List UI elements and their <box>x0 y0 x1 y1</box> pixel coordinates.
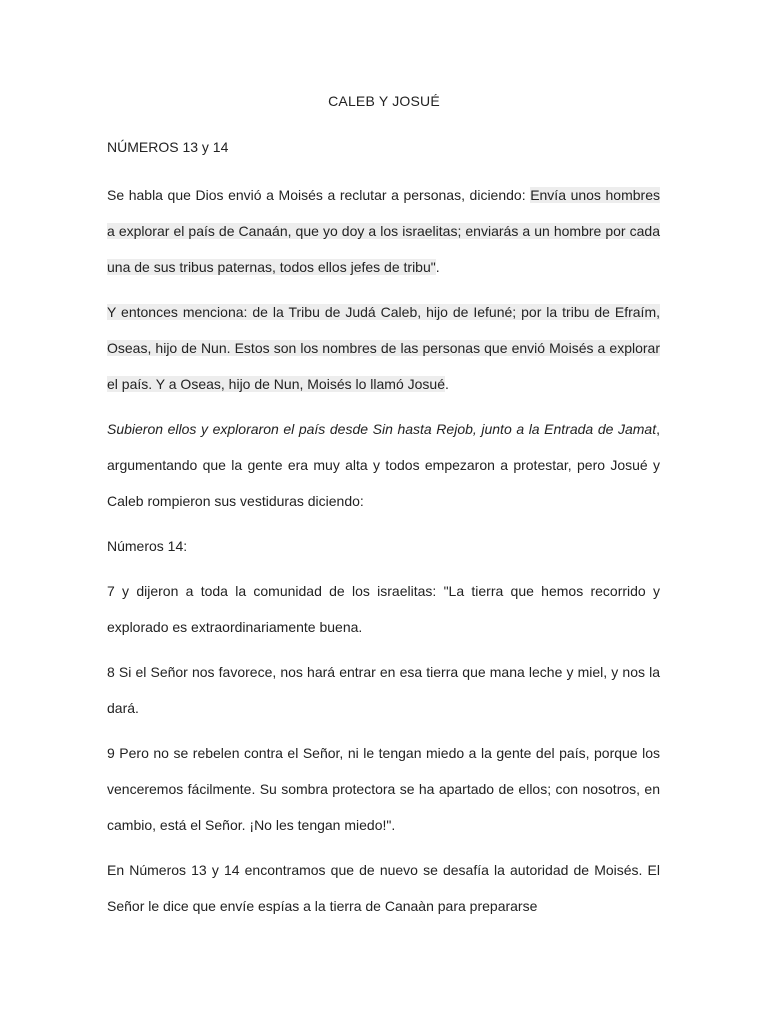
paragraph-5: 7 y dijeron a toda la comunidad de los israelitas: "La tierra que hemos recorrido y explorado es extraordinariamente buena. <box>107 583 660 635</box>
paragraph-2 <box>107 294 660 402</box>
paragraph-3 <box>107 411 660 519</box>
paragraph-1 <box>107 177 660 285</box>
paragraph-3-text: , argumentando que la gente era muy alta y todos empezaron a protestar, pero Josué y Caleb rompieron sus vestiduras diciendo: <box>107 421 660 509</box>
paragraph-6: 8 Si el Señor nos favorece, nos hará entrar en esa tierra que mana leche y miel, y nos la dará. <box>107 664 660 716</box>
paragraph-8: En Números 13 y 14 encontramos que de nuevo se desafía la autoridad de Moisés. El Señor le dice que envíe espías a la tierra de Canaàn para prepararse <box>107 862 660 914</box>
paragraph-2-highlight: Y entonces menciona: de la Tribu de Judá Caleb, hijo de Iefuné; por la tribu de Efraím, Oseas, hijo de Nun. Estos son los nombres de las personas que envió Moisés a explorar el país. Y a Oseas, hijo de Nun, Moisés lo llamó Josué <box>107 304 660 392</box>
document-title: CALEB Y JOSUÉ <box>328 93 440 109</box>
paragraph-4: Números 14: <box>107 538 188 554</box>
document-subtitle: NÚMEROS 13 y 14 <box>107 139 229 155</box>
paragraph-2-end: . <box>445 376 449 392</box>
document-body <box>107 177 660 933</box>
paragraph-1-text: Se habla que Dios envió a Moisés a reclutar a personas, diciendo: <box>107 187 531 203</box>
paragraph-7: 9 Pero no se rebelen contra el Señor, ni le tengan miedo a la gente del país, porque los venceremos fácilmente. Su sombra protectora se ha apartado de ellos; con nosotros, en cambio, está el Señor. ¡No les tengan miedo!". <box>107 745 660 833</box>
paragraph-3-italic: Subieron ellos y exploraron el país desde Sin hasta Rejob, junto a la Entrada de Jamat <box>107 421 657 437</box>
paragraph-1-end: . <box>435 259 440 275</box>
paragraph-1-highlight: Envía unos hombres a explorar el país de Canaán, que yo doy a los israelitas; enviarás a un hombre por cada una de sus tribus paternas, todos ellos jefes de tribu" <box>107 187 660 275</box>
